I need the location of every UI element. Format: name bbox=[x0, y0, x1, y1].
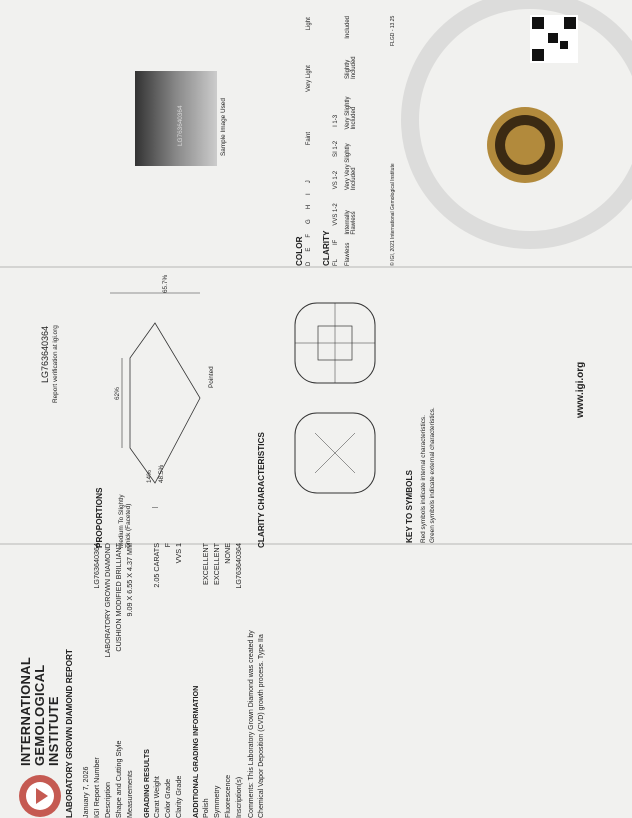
color-title: COLOR bbox=[295, 236, 304, 266]
clarity-grade: SI 1-2 bbox=[333, 140, 339, 157]
clarity-grade: I 1-3 bbox=[333, 114, 339, 127]
color-descriptor: Light bbox=[306, 17, 312, 31]
clarity-descriptor: Flawless bbox=[345, 242, 351, 266]
additional-value: EXCELLENT bbox=[212, 543, 221, 585]
clarity-descriptors bbox=[345, 16, 357, 266]
grading-label: Clarity Grade bbox=[174, 775, 183, 818]
additional-label: Symmetry bbox=[212, 785, 221, 818]
color-descriptor: Faint bbox=[306, 131, 312, 146]
sample-caption: Sample Image Used bbox=[220, 98, 227, 156]
comments: Comments: This Laboratory Grown Diamond was created by Chemical Vapor Deposition (CVD) growth process. Type IIa bbox=[248, 630, 265, 818]
field-label: IGI Report Number bbox=[92, 757, 101, 818]
field-label: Description bbox=[103, 782, 112, 818]
color-letter: I bbox=[306, 193, 312, 195]
field-label: Shape and Cutting Style bbox=[114, 740, 123, 818]
additional-value: EXCELLENT bbox=[201, 543, 210, 585]
color-letter: G bbox=[306, 219, 312, 224]
table-value: 62% bbox=[114, 387, 121, 400]
clarity-descriptor: Internally Flawless bbox=[345, 210, 357, 235]
field-value: LG763640364 bbox=[92, 543, 101, 589]
report-number-header: LG763640364 bbox=[40, 325, 50, 383]
color-letter: F bbox=[306, 233, 312, 238]
clarity-plot bbox=[290, 298, 385, 498]
color-descriptor: Very Light bbox=[306, 65, 312, 92]
grading-value: 2.05 CARATS bbox=[152, 543, 161, 588]
verification-text: Report verification at igi.org bbox=[52, 325, 59, 403]
website: www.igi.org bbox=[575, 361, 586, 418]
clarity-characteristics-title: CLARITY CHARACTERISTICS bbox=[257, 432, 266, 548]
qr-code-icon bbox=[530, 15, 578, 63]
report-details-panel bbox=[18, 543, 265, 818]
grading-value: F bbox=[163, 543, 172, 548]
additional-value: LG763640364 bbox=[234, 543, 243, 589]
clarity-grade: FL bbox=[333, 258, 339, 266]
grading-value: VVS 1 bbox=[174, 543, 183, 564]
institute-name-line: INTERNATIONAL bbox=[18, 656, 33, 766]
color-letter: H bbox=[306, 204, 312, 210]
additional-label: Polish bbox=[201, 798, 210, 818]
clarity-title: CLARITY bbox=[322, 230, 331, 266]
key-line: Red symbols indicate internal characteristics. bbox=[420, 415, 427, 543]
sample-photo bbox=[135, 71, 217, 166]
additional-title: ADDITIONAL GRADING INFORMATION bbox=[191, 685, 200, 818]
girdle-label: Medium To Slightly Thick (Faceted) bbox=[118, 494, 132, 548]
color-letter: J bbox=[306, 180, 312, 184]
color-letter: E bbox=[306, 247, 312, 252]
clarity-descriptor: Included bbox=[345, 16, 351, 39]
culet-value: Pointed bbox=[208, 366, 215, 388]
grading-label: Carat Weight bbox=[152, 776, 161, 818]
gold-seal-icon bbox=[485, 105, 565, 185]
field-value: CUSHION MODIFIED BRILLIANT bbox=[114, 543, 123, 652]
clarity-grade: IF bbox=[333, 239, 339, 245]
crown-value: 14% bbox=[146, 470, 153, 483]
field-value: LABORATORY GROWN DIAMOND bbox=[103, 543, 112, 658]
photo-inscription: LG763640364 bbox=[177, 105, 184, 146]
pavilion-value: 48.5% bbox=[158, 464, 165, 483]
clarity-grade: VVS 1-2 bbox=[333, 203, 339, 226]
color-letter: D bbox=[306, 261, 312, 266]
proportions-panel bbox=[40, 268, 600, 548]
additional-label: Fluorescence bbox=[223, 774, 232, 818]
grading-label: Color Grade bbox=[163, 778, 172, 818]
clarity-descriptor: Very Very Slightly Included bbox=[345, 143, 357, 191]
clarity-scale bbox=[333, 115, 339, 266]
key-line: Green symbols indicate external characteristics. bbox=[429, 407, 436, 543]
field-value: 9.09 X 6.55 X 4.37 MM bbox=[125, 543, 134, 617]
copyright: © IGI, 2021 International Gemological Institute bbox=[390, 163, 396, 266]
depth-value: 65.7% bbox=[162, 274, 169, 293]
institute-name-line: GEMOLOGICAL bbox=[32, 664, 47, 766]
igi-seal-icon bbox=[18, 774, 62, 818]
additional-value: NONE bbox=[223, 543, 232, 564]
report-type: LABORATORY GROWN DIAMOND REPORT bbox=[65, 649, 74, 818]
field-label: Measurements bbox=[125, 770, 134, 818]
clarity-descriptor: Very Slightly Included bbox=[345, 96, 357, 130]
report-date: January 7, 2026 bbox=[81, 766, 90, 818]
grading-title: GRADING RESULTS bbox=[142, 749, 151, 818]
form-code: FLGD - 13.25 bbox=[390, 15, 396, 46]
proportions-title: PROPORTIONS bbox=[95, 487, 104, 548]
key-title: KEY TO SYMBOLS bbox=[405, 470, 414, 543]
clarity-descriptor: Slightly Included bbox=[345, 56, 357, 80]
institute-name-line: INSTITUTE bbox=[46, 696, 61, 766]
clarity-grade: VS 1-2 bbox=[333, 170, 339, 190]
color-scale bbox=[306, 17, 312, 266]
additional-label: Inscription(s) bbox=[234, 776, 243, 818]
